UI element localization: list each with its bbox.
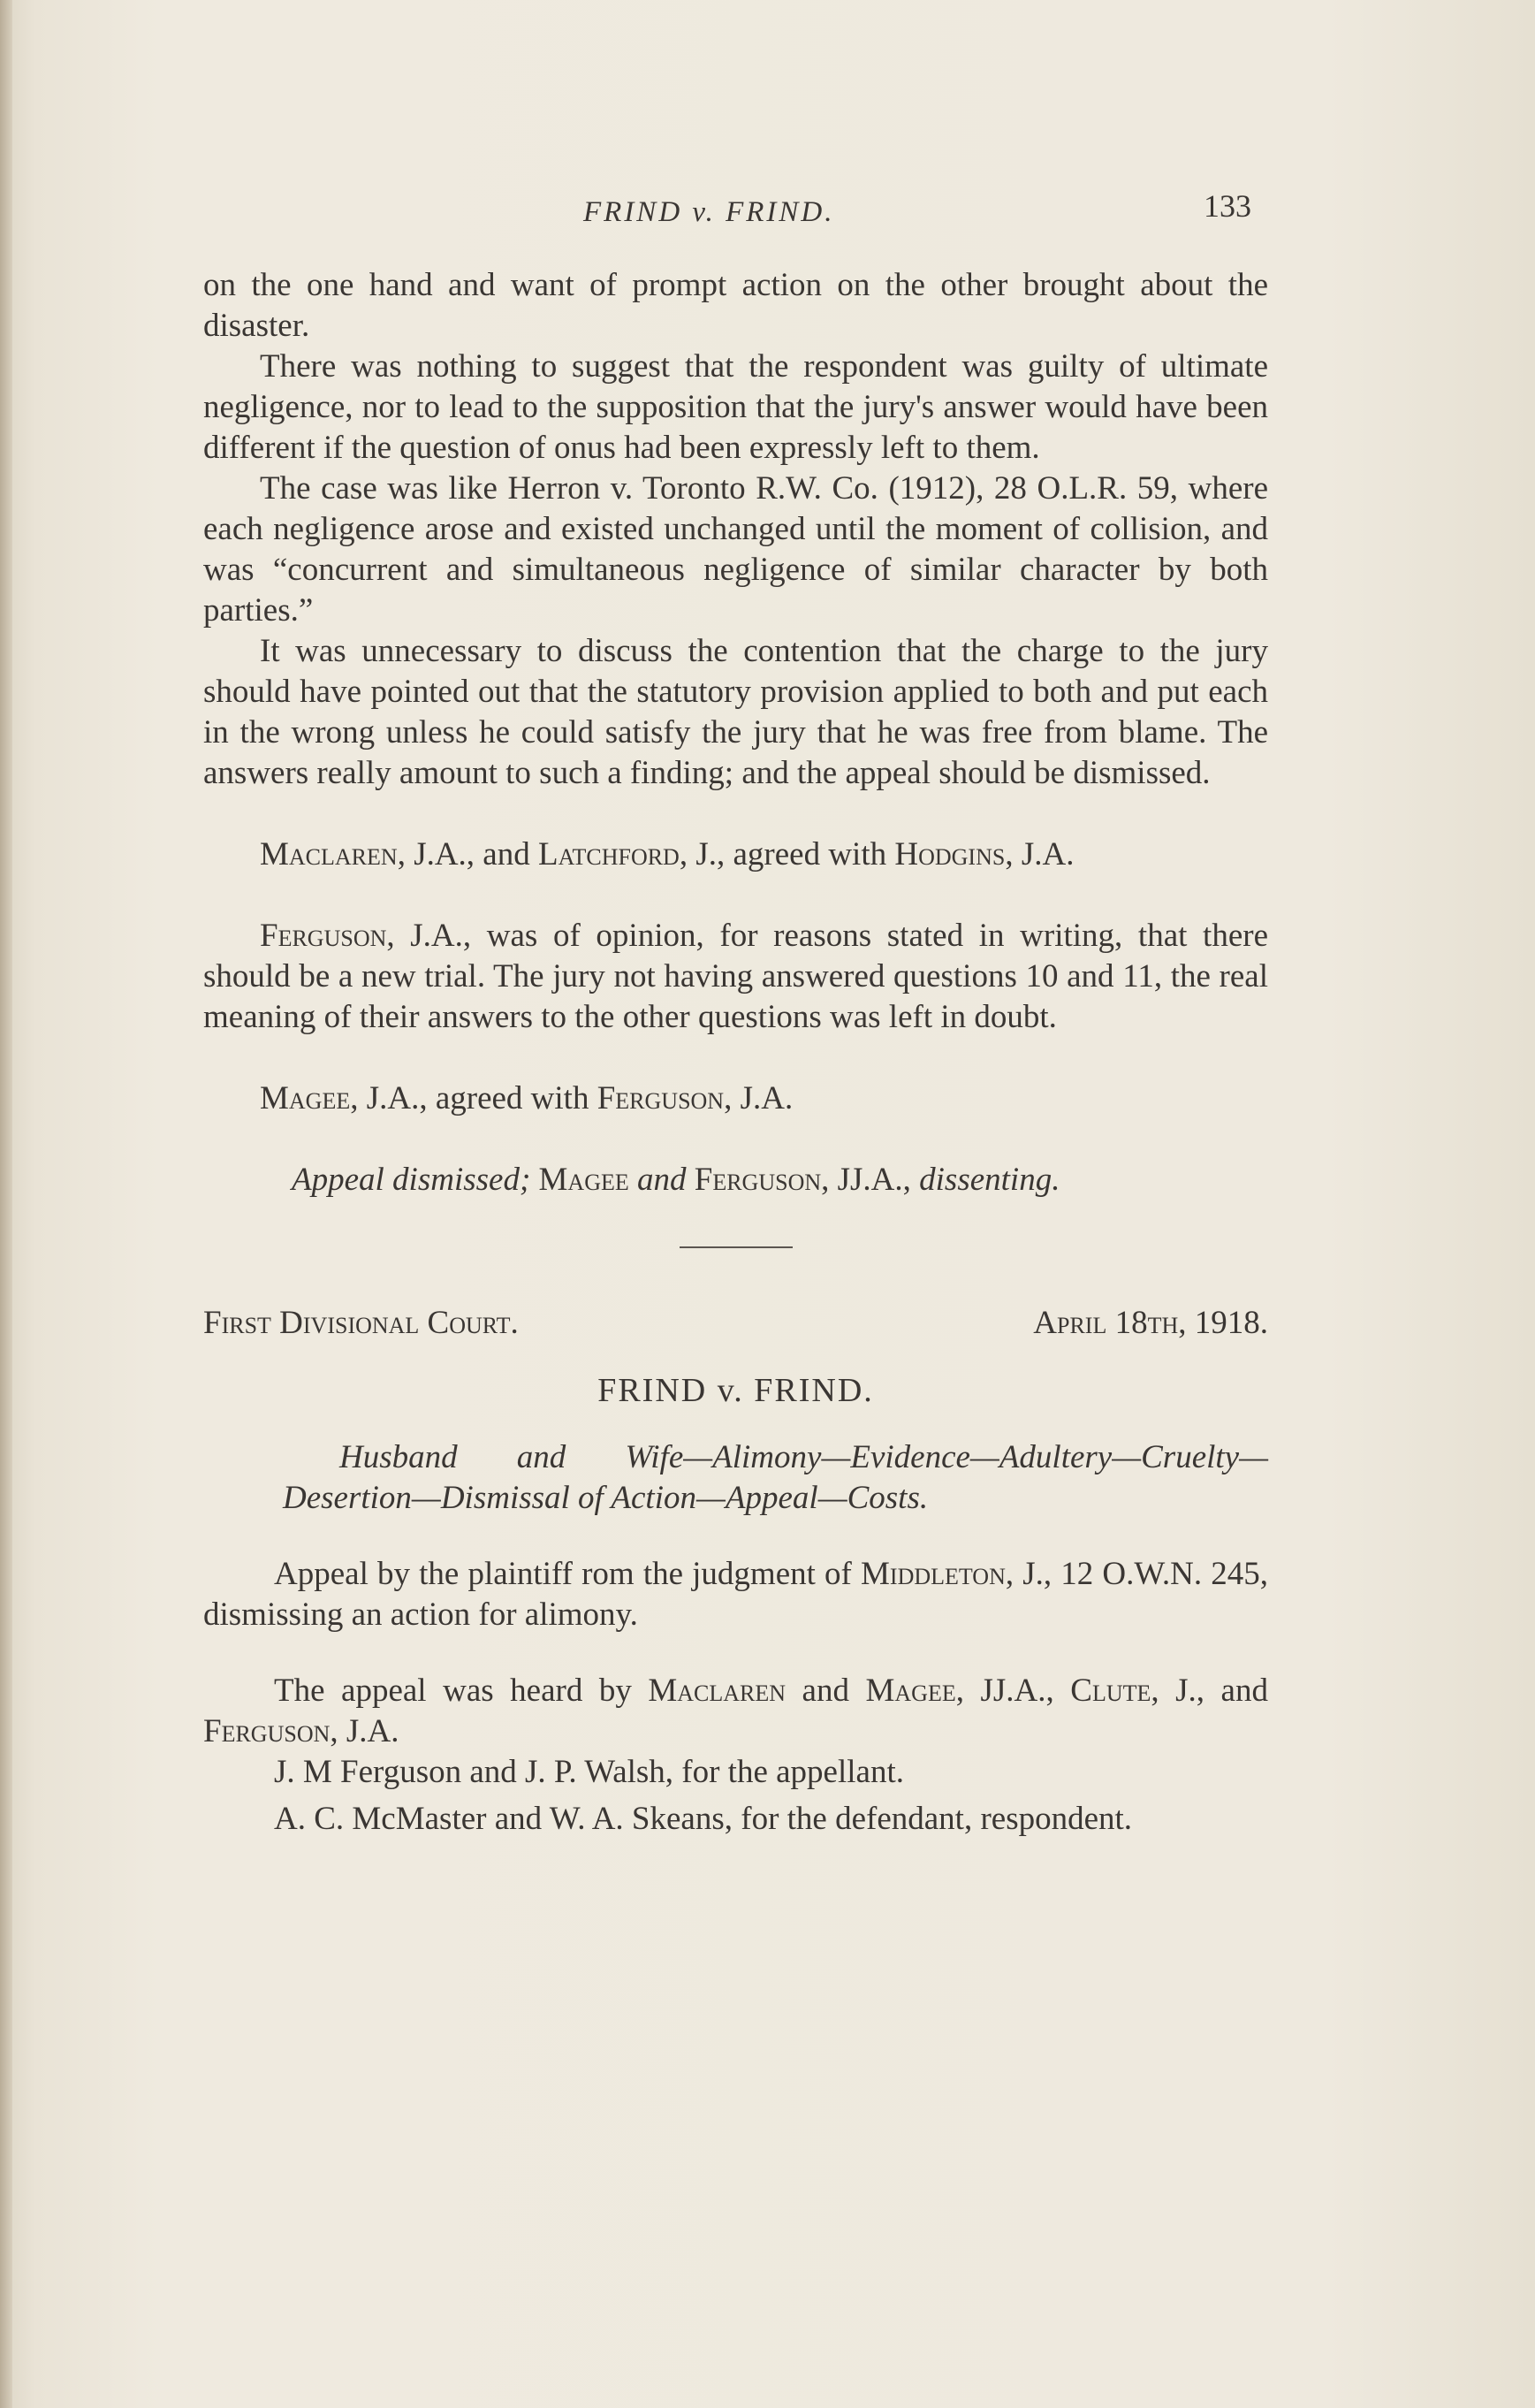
judge-name: Ferguson [260,918,387,954]
judge-name: Magee [260,1080,351,1116]
paragraph-appeal: Appeal by the plaintiff rom the judgment of Middleton, J., 12 O.W.N. 245, dismissing an action for alimony. [203,1556,1269,1633]
judge-name: Ferguson [597,1080,725,1116]
judge-name: Latchford [537,836,680,873]
paragraph-magee-agrees: Magee, J.A., agreed with Ferguson, J.A. [260,1080,794,1116]
paragraph-concurrence: Maclaren, J.A., and Latchford, J., agreed with Hodgins, J.A. [260,836,1075,873]
paragraph-ultimate-negligence: There was nothing to suggest that the respondent was guilty of ultimate negligence, nor to lead to the supposition that the jury's answer would have been different if the question of onus had been expressly left to them. [203,348,1268,466]
decision-date: April 18th, 1918. [1033,1305,1268,1341]
paragraph-continued: on the one hand and want of prompt action on the other brought about the disaster. [203,267,1268,344]
paragraph-statutory-provision: It was unnecessary to discuss the contention that the charge to the jury should have pointed out that the statutory provision applied to both and put each in the wrong unless he could satisfy the jury that he was free from blame. The answers really amount to such a finding; and the appeal should be dismissed. [203,633,1268,791]
judge-name: Clute [1070,1673,1151,1709]
page-number: 133 [1204,188,1251,224]
judge-name: Middleton [861,1556,1006,1592]
judge-name: Maclaren [648,1673,786,1709]
court-name: First Divisional Court. [203,1305,519,1341]
paragraph-dissent-opinion: Ferguson, J.A., was of opinion, for reasons stated in writing, that there should be a new trial. The jury not having answered questions 10 and 11, the real meaning of their answers to the other questions was left in doubt. [203,918,1268,1035]
headnote: Husband and Wife—Alimony—Evidence—Adultery—Cruelty—Desertion—Dismissal of Action—Appeal—Costs. [283,1439,1268,1516]
running-head-title: FRIND v. FRIND. [583,196,835,228]
paragraph-heard-by: The appeal was heard by Maclaren and Magee, JJ.A., Clute, J., and Ferguson, J.A. [203,1673,1268,1749]
judge-name: Magee [865,1673,956,1709]
judge-name: Ferguson [694,1162,822,1198]
paragraph-herron-case: The case was like Herron v. Toronto R.W. Co. (1912), 28 O.L.R. 59, where each negligence arose and existed unchanged until the moment of collision, and was “concurrent and simultaneous negligence of similar character by both parties.” [203,470,1268,629]
court-date-line [203,1303,1268,1344]
counsel-respondent: A. C. McMaster and W. A. Skeans, for the defendant, respondent. [274,1801,1133,1837]
case-title: FRIND v. FRIND. [597,1372,874,1409]
result-line: Appeal dismissed; Magee and Ferguson, JJ.A., dissenting. [292,1162,1060,1198]
judge-name: Magee [538,1162,629,1198]
judge-name: Hodgins [894,836,1006,873]
judge-name: Ferguson [203,1713,331,1749]
counsel-appellant: J. M Ferguson and J. P. Walsh, for the appellant. [274,1754,904,1790]
page-text [203,265,1268,1846]
page-spine-shadow [0,0,12,2408]
judge-name: Maclaren [260,836,398,873]
